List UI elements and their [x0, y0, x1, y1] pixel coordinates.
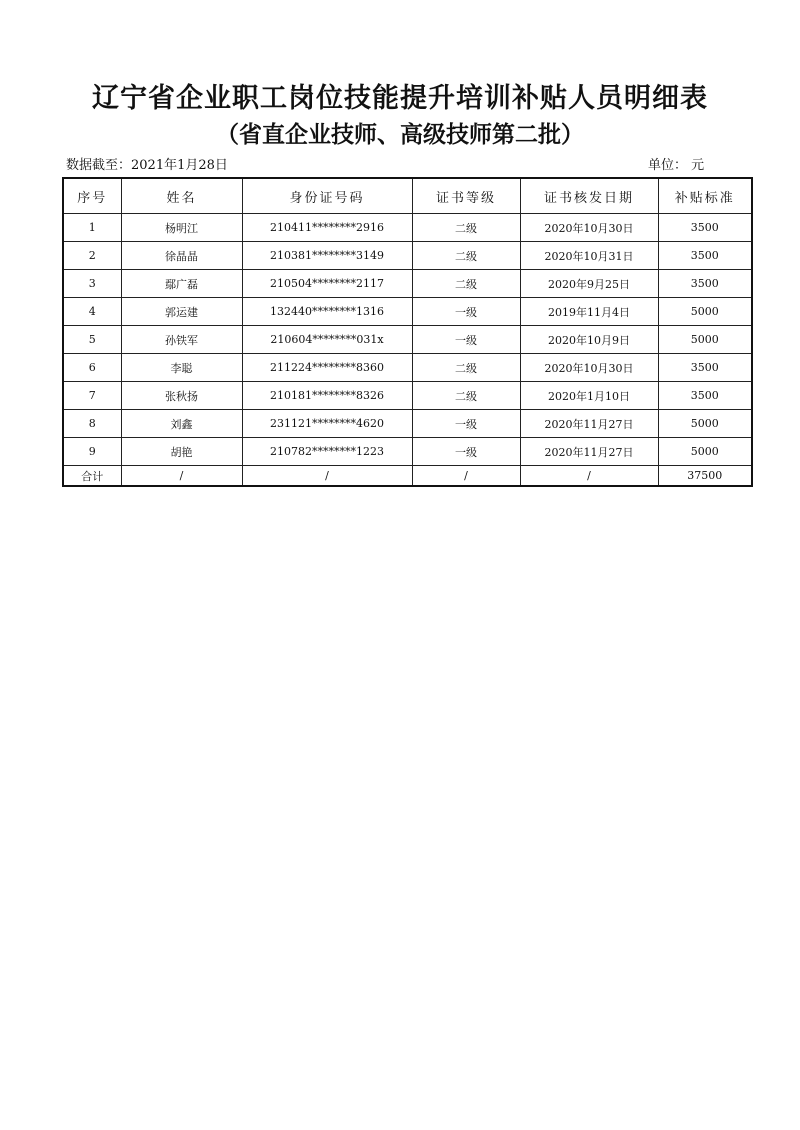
- cell-subsidy-amount: 5000: [658, 410, 752, 438]
- header-certificate-level: 证书等级: [412, 178, 520, 214]
- cell-certificate-level: 二级: [412, 270, 520, 298]
- cell-name: 杨明江: [121, 214, 242, 242]
- cell-name: 张秋扬: [121, 382, 242, 410]
- cell-subsidy-amount: 5000: [658, 438, 752, 466]
- cell-subsidy-amount: 3500: [658, 242, 752, 270]
- cell-index: 5: [63, 326, 121, 354]
- cell-issue-date: 2020年11月27日: [520, 410, 658, 438]
- cell-name: 李聪: [121, 354, 242, 382]
- cell-certificate-level: 一级: [412, 326, 520, 354]
- cell-certificate-level: 一级: [412, 298, 520, 326]
- cell-index: 7: [63, 382, 121, 410]
- cell-subsidy-amount: 3500: [658, 270, 752, 298]
- cell-certificate-level: 一级: [412, 410, 520, 438]
- page-title: 辽宁省企业职工岗位技能提升培训补贴人员明细表: [92, 83, 708, 114]
- cell-index: 1: [63, 214, 121, 242]
- cell-index: 6: [63, 354, 121, 382]
- cell-issue-date: 2020年1月10日: [520, 382, 658, 410]
- subsidy-detail-table: [62, 177, 753, 487]
- cell-certificate-level: 二级: [412, 242, 520, 270]
- cell-name: 鄢广磊: [121, 270, 242, 298]
- cell-id-number: 210782********1223: [242, 438, 412, 466]
- table-row: [63, 382, 752, 410]
- cell-issue-date: 2020年11月27日: [520, 438, 658, 466]
- data-date-label: 数据截至：2021年1月28日: [66, 158, 228, 173]
- total-id-placeholder: /: [242, 466, 412, 487]
- cell-id-number: 210604********031x: [242, 326, 412, 354]
- cell-name: 刘鑫: [121, 410, 242, 438]
- header-subsidy-amount: 补贴标准: [658, 178, 752, 214]
- cell-index: 2: [63, 242, 121, 270]
- cell-subsidy-amount: 3500: [658, 382, 752, 410]
- cell-id-number: 132440********1316: [242, 298, 412, 326]
- cell-id-number: 210504********2117: [242, 270, 412, 298]
- table-row: [63, 214, 752, 242]
- cell-index: 9: [63, 438, 121, 466]
- cell-subsidy-amount: 5000: [658, 298, 752, 326]
- table-row: [63, 298, 752, 326]
- cell-subsidy-amount: 3500: [658, 214, 752, 242]
- cell-issue-date: 2020年10月30日: [520, 214, 658, 242]
- header-issue-date: 证书核发日期: [520, 178, 658, 214]
- cell-issue-date: 2020年10月9日: [520, 326, 658, 354]
- total-label: 合计: [63, 466, 121, 487]
- table-row: [63, 354, 752, 382]
- header-id-number: 身份证号码: [242, 178, 412, 214]
- table-row: [63, 270, 752, 298]
- cell-index: 3: [63, 270, 121, 298]
- cell-id-number: 231121********4620: [242, 410, 412, 438]
- table-row: [63, 326, 752, 354]
- cell-certificate-level: 一级: [412, 438, 520, 466]
- cell-certificate-level: 二级: [412, 354, 520, 382]
- cell-id-number: 210381********3149: [242, 242, 412, 270]
- cell-certificate-level: 二级: [412, 382, 520, 410]
- cell-id-number: 210181********8326: [242, 382, 412, 410]
- cell-name: 孙铁军: [121, 326, 242, 354]
- cell-id-number: 211224********8360: [242, 354, 412, 382]
- total-level-placeholder: /: [412, 466, 520, 487]
- cell-index: 4: [63, 298, 121, 326]
- cell-index: 8: [63, 410, 121, 438]
- cell-name: 徐晶晶: [121, 242, 242, 270]
- cell-id-number: 210411********2916: [242, 214, 412, 242]
- total-date-placeholder: /: [520, 466, 658, 487]
- cell-subsidy-amount: 5000: [658, 326, 752, 354]
- table-row: [63, 242, 752, 270]
- unit-label: 单位： 元: [648, 158, 705, 173]
- page-subtitle: （省直企业技师、高级技师第二批）: [216, 122, 584, 148]
- cell-subsidy-amount: 3500: [658, 354, 752, 382]
- cell-issue-date: 2020年10月30日: [520, 354, 658, 382]
- header-name: 姓名: [121, 178, 242, 214]
- table-header-row: [63, 178, 752, 214]
- cell-issue-date: 2020年9月25日: [520, 270, 658, 298]
- table-row: [63, 438, 752, 466]
- table-row: [63, 410, 752, 438]
- cell-issue-date: 2019年11月4日: [520, 298, 658, 326]
- table-total-row: [63, 466, 752, 487]
- cell-name: 郭运建: [121, 298, 242, 326]
- cell-certificate-level: 二级: [412, 214, 520, 242]
- cell-name: 胡艳: [121, 438, 242, 466]
- total-name-placeholder: /: [121, 466, 242, 487]
- total-subsidy-amount: 37500: [658, 466, 752, 487]
- header-index: 序号: [63, 178, 121, 214]
- cell-issue-date: 2020年10月31日: [520, 242, 658, 270]
